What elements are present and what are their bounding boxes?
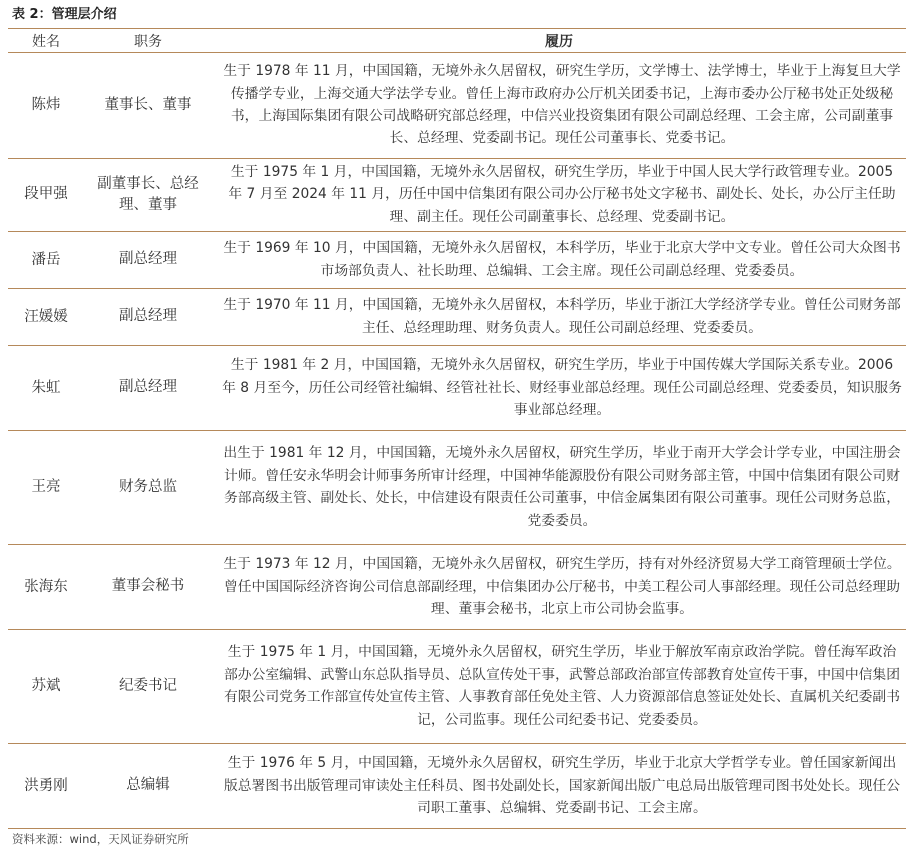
cell-position: 董事会秘书 — [84, 545, 212, 630]
table-row — [8, 232, 906, 289]
cell-resume: 生于 1976 年 5 月，中国国籍，无境外永久居留权，研究生学历，毕业于北京大学哲学专业。曾任国家新闻出版总署图书出版管理司审读处主任科员、图书处副处长，国家新闻出版广电总局出版管理司图书处处长。现任公司职工董事、总编辑、党委副书记、工会主席。 — [212, 744, 906, 829]
cell-name: 洪勇刚 — [8, 744, 84, 829]
cell-position: 财务总监 — [84, 431, 212, 545]
cell-resume: 出生于 1981 年 12 月，中国国籍，无境外永久居留权，研究生学历，毕业于南开大学会计学专业，中国注册会计师。曾任安永华明会计师事务所审计经理，中国神华能源股份有限公司财务部主管，中国中信集团有限公司财务部高级主管、副处长、处长，中信建设有限责任公司董事，中信金属集团有限公司董事。现任公司财务总监，党委委员。 — [212, 431, 906, 545]
cell-name: 潘岳 — [8, 232, 84, 289]
table-row — [8, 289, 906, 346]
cell-name: 汪媛媛 — [8, 289, 84, 346]
cell-name: 苏斌 — [8, 630, 84, 744]
cell-position: 副总经理 — [84, 232, 212, 289]
table-row — [8, 545, 906, 630]
table-row — [8, 159, 906, 232]
table-header-row — [8, 29, 906, 53]
source-note: 资料来源：wind，天风证券研究所 — [12, 832, 189, 846]
cell-position: 副总经理 — [84, 346, 212, 431]
header-name: 姓名 — [8, 29, 84, 53]
cell-resume: 生于 1978 年 11 月，中国国籍，无境外永久居留权，研究生学历，文学博士、法学博士，毕业于上海复旦大学传播学专业，上海交通大学法学专业。曾任上海市政府办公厅机关团委书记，上海市委办公厅秘书处正处级秘书，上海国际集团有限公司战略研究部总经理，中信兴业投资集团有限公司副总经理、工会主席，公司副董事长、总经理、党委副书记。现任公司董事长、党委书记。 — [212, 53, 906, 159]
table-caption: 表 2：管理层介绍 — [12, 7, 117, 22]
cell-position: 总编辑 — [84, 744, 212, 829]
cell-position: 纪委书记 — [84, 630, 212, 744]
cell-name: 张海东 — [8, 545, 84, 630]
management-table — [8, 28, 906, 829]
cell-name: 陈炜 — [8, 53, 84, 159]
table-row — [8, 630, 906, 744]
cell-name: 朱虹 — [8, 346, 84, 431]
cell-resume: 生于 1981 年 2 月，中国国籍，无境外永久居留权，研究生学历，毕业于中国传媒大学国际关系专业。2006 年 8 月至今，历任公司经管社编辑、经管社社长、财经事业部总经理。现任公司副总经理、党委委员，知识服务事业部总经理。 — [212, 346, 906, 431]
header-resume: 履历 — [212, 29, 906, 53]
cell-resume: 生于 1970 年 11 月，中国国籍，无境外永久居留权，本科学历，毕业于浙江大学经济学专业。曾任公司财务部主任、总经理助理、财务负责人。现任公司副总经理、党委委员。 — [212, 289, 906, 346]
table-row — [8, 431, 906, 545]
cell-position: 副董事长、总经理、董事 — [84, 159, 212, 232]
cell-resume: 生于 1975 年 1 月，中国国籍，无境外永久居留权，研究生学历，毕业于中国人民大学行政管理专业。2005 年 7 月至 2024 年 11 月，历任中国中信集团有限公司办公厅秘书处文字秘书、副处长、处长，办公厅主任助理、副主任。现任公司副董事长、总经理、党委副书记。 — [212, 159, 906, 232]
table-row — [8, 744, 906, 829]
cell-position: 副总经理 — [84, 289, 212, 346]
cell-name: 段甲强 — [8, 159, 84, 232]
header-position: 职务 — [84, 29, 212, 53]
cell-resume: 生于 1975 年 1 月，中国国籍，无境外永久居留权，研究生学历，毕业于解放军南京政治学院。曾任海军政治部办公室编辑、武警山东总队指导员、总队宣传处干事，武警总部政治部宣传部教育处宣传干事，中国中信集团有限公司党务工作部宣传处宣传主管、人事教育部任免处主管、人力资源部信息签证处处长、直属机关纪委副书记，公司监事。现任公司纪委书记、党委委员。 — [212, 630, 906, 744]
table-row — [8, 346, 906, 431]
cell-position: 董事长、董事 — [84, 53, 212, 159]
management-table-container — [8, 28, 906, 829]
cell-resume: 生于 1973 年 12 月，中国国籍，无境外永久居留权，研究生学历，持有对外经济贸易大学工商管理硕士学位。曾任中国国际经济咨询公司信息部副经理，中信集团办公厅秘书，中美工程公司人事部经理。现任公司总经理助理、董事会秘书，北京上市公司协会监事。 — [212, 545, 906, 630]
table-row — [8, 53, 906, 159]
cell-resume: 生于 1969 年 10 月，中国国籍，无境外永久居留权，本科学历，毕业于北京大学中文专业。曾任公司大众图书市场部负责人、社长助理、总编辑、工会主席。现任公司副总经理、党委委员。 — [212, 232, 906, 289]
cell-name: 王亮 — [8, 431, 84, 545]
